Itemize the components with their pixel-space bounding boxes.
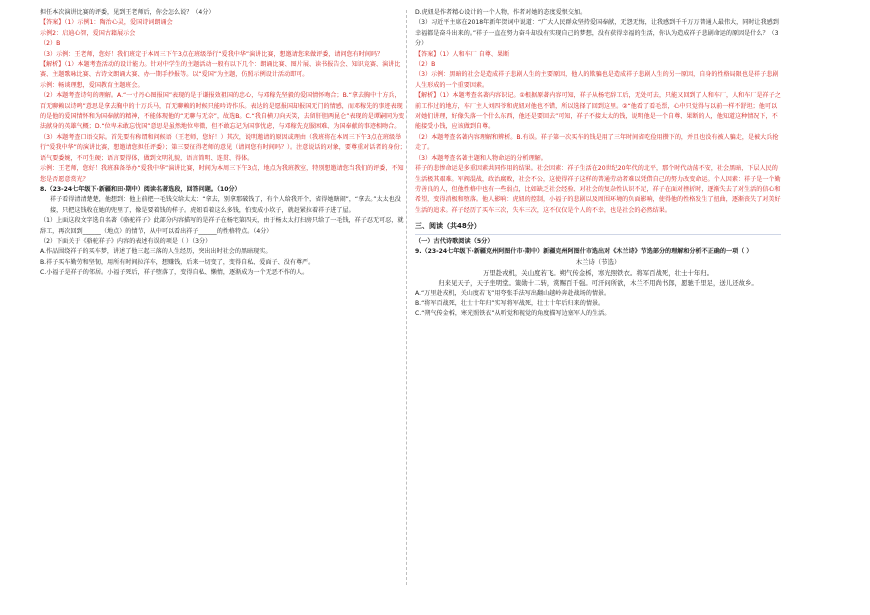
left-column-paragraph: 祥子看得清清楚楚，他想到：他上前把一毛钱交给太太：“拿去，别拿那破钱了，有个人给我开个，省得她瞎闹”，“拿去。”太太也没接，只把这钱收在她的兜里了，像是要着钱的样子。虎妞看着这么多钱，怕变成小坎子，就赶紧拉着祥子进了屋。 <box>50 196 401 214</box>
right-column-paragraph: C.“朔气传金柝，寒光照铁衣”从听觉和视觉的角度描写边塞军人的生活。 <box>415 310 611 318</box>
right-column-paragraph: D.虎妞是作者精心设计的一个人物，作者对她的态度爱恨交加。 <box>415 9 587 16</box>
right-column-paragraph: （2）本题考查名著内容理解和辨析。B.有误。祥子第一次买车的钱是用了三年时间省吃俭用攒下的，并且也没有被人骗走，是被大兵抢走了。 <box>415 133 779 152</box>
left-column-paragraph: C.小福子是祥子的邻居。小福子死后，祥子堕落了，变得自私、懒惰，逐渐成为一个无恶不作的人。 <box>40 269 309 277</box>
left-column-paragraph: 担任本次演讲比赛的评委，见到王老师后，你会怎么说？（4分） <box>40 9 215 16</box>
right-column-paragraph: 万里赴戎机，关山度若飞。朔气传金柝，寒光照铁衣。将军百战死，壮士十年归。 <box>482 268 714 277</box>
right-column-paragraph: A.“万里赴戎机，关山度若飞”用夸张手法写出翻山越岭奔赴战场的情景。 <box>415 289 611 297</box>
right-column-paragraph: （3）本题考查名著主题和人物命运的分析理解。 <box>415 154 547 162</box>
left-column-paragraph: （2）本题考查诗句的理解。A.“一寸丹心图报国”表现的是于谦报效祖国的忠心，与邓稼先坚毅的爱国情怀吻合；B.“拿去胸中十方兵，百无聊赖以诗鸣”意思是拿去胸中的十万兵马，百无聊赖的时候只能吟诗作乐。表达的是愿报国却报国无门的情感，而邓稼先的事迹表现的是他的爱国情怀和为国奉献的精神，不能体现他的“无聊与无奈”，故选B。C.“我自横刀向天笑，去留肝胆两昆仑”表现的是谭嗣同为变法献身的英雄气概；D.“位卑未敢忘忧国”意思是虽然地位卑微，但不敢忘记为国事忧虑，与邓稼先克服困难、为国奉献的事迹相吻合。 <box>40 92 405 131</box>
left-column <box>40 8 406 279</box>
right-column-paragraph: （一）古代诗歌阅读（5分） <box>415 237 494 245</box>
left-column-paragraph: 示例2：启迪心智，爱国古籍展示会 <box>40 29 136 37</box>
right-column-paragraph: （3）习近平主席在2018年新年贺词中说道：“广大人民群众坚持爱国奉献，无怨无悔，让我感到千千万万普通人最伟大，同时让我感到幸福都是奋斗出来的。”祥子一直在努力奋斗却没有实现自己的梦想，没有获得幸福的生活，你认为造成祥子悲剧命运的原因是什么？（3分） <box>415 19 779 48</box>
right-column-paragraph: （3）示例：黑暗的社会是造成祥子悲剧人生的主要原因，他人的欺骗也是造成祥子悲剧人生的另一原因，自身的性格局限也是祥子悲剧人生形成的一个重要因素。 <box>415 71 779 89</box>
right-column-paragraph: 三、阅读（共48分） <box>415 219 781 234</box>
right-column-paragraph: 祥子的悲惨命运是多重因素共同作用的结果。社会因素：祥子生活在20世纪20年代的北平，那个时代动荡不安，社会黑暗，下层人民的生活极其艰难。军阀混战，政治腐败，社会不公，这使得祥子这样的普通劳动者难以凭借自己的努力改变命运。个人因素：祥子是一个勤劳善良的人，但他性格中也有一些弱点，比如缺乏社会经验、对社会的复杂性认识不足，祥子在面对挫折时，逐渐失去了对生活的信心和希望，变得消极和堕落。他人影响：虎妞的控制，小福子的悲剧以及周围环境的负面影响，使得他的性格发生了扭曲，逐渐丧失了对美好生活的追求。祥子经历了买车三次，失车三次，这不仅仅是个人的不幸，也是社会的必然结果。 <box>415 165 781 214</box>
left-column-paragraph: （3）示例：王老师，您好！我们班定于本周三下午3点在班级举行“爱我中华”演讲比赛，想邀请您来做评委，请问您有时间吗？ <box>40 50 384 58</box>
left-column-paragraph: 8.（23-24七年级下·新疆和田·期中）阅读名著选段，回答问题。（10分） <box>40 185 241 193</box>
left-column-paragraph: 示例：王老师，您好！我班准备举办“爱我中华”演讲比赛，时间为本周三下午3点，地点为我班教室，特别想邀请您当我们的评委，不知您是否愿意赏光？ <box>40 165 404 183</box>
right-column-paragraph: 木兰诗（节选） <box>575 258 621 267</box>
left-column-paragraph: 【解析】（1）本题考查活动的设计能力。针对中学生的主题活动一般有以下几个：朗诵比赛、图片展、读书报告会、知识竞赛、演讲比赛、主题歌咏比赛、古诗文朗诵大赛、办一期手抄报等。以“爱国”为主题，仿照示例设计活动即可。 <box>40 61 401 79</box>
right-column-paragraph: （2）B <box>415 61 436 69</box>
right-column-paragraph: 9.（23-24七年级下·新疆克州阿图什市·期中）新疆克州阿图什市选出对《木兰诗》节选部分的理解和分析不正确的一项（ ） <box>415 247 753 255</box>
left-column-paragraph: （2）下面关于《骆驼祥子》内容的表述有误的项是（ ）（3分） <box>40 237 212 245</box>
left-column-paragraph: B.祥子买车勤劳和坚韧，用所有时间拉洋车，想赚钱，后来一切变了，变得自私、爱面子、没有尊严。 <box>40 258 315 266</box>
right-column-paragraph: 【解析】（1）本题考查名著内容识记。①根据原著内容可知，祥子从杨宅辞工后，无处可去，只能又回到了人和车厂，人和车厂是祥子之前工作过的地方，车厂主人刘四爷和虎妞对他也不错，所以选择了回到这里。②“他看了看毛票，心中只觉得与以前一样不舒坦；他可以对她们讲理，好像失落一个什么东西，他还是要回去”可知，祥子不接太太的钱，说明他是一个自尊、果断的人，他知道这种情况下，不能接受小钱，应该做到自尊。 <box>415 92 781 131</box>
left-column-paragraph: A.作品围绕祥子的买车梦，讲述了他三起三落的人生经历，突出出时社会的黑暗现实。 <box>40 248 272 256</box>
right-column-paragraph: 归来见天子，天子坐明堂。策勋十二转，赏赐百千强。可汗问所欲，木兰不用尚书郎，愿驰千里足，送儿还故乡。 <box>438 279 758 288</box>
left-column-paragraph: 【答案】（1）示例1：陶治心灵，爱国诗词朗诵会 <box>40 19 173 27</box>
right-column-paragraph: 【答案】（1）人和车厂 自尊、果断 <box>415 50 510 58</box>
right-column-paragraph: B.“将军百战死，壮士十年归”实写将军战死，壮士十年后归来的情景。 <box>415 299 605 307</box>
left-column-paragraph: （3）本题考查口语交际。首先要有称谓和问候语（王老师，您好！）其次，说明邀请的原因或理由（我班将在本周三下午3点在班级举行“爱我中华”的演讲比赛，想邀请您担任评委）；第三要征得老师的意见（请问您有时间吗？）。注意说话的对象，要尊重对话者的身份；语气要委婉，不可生硬；语言要得体，做到文明礼貌，语言简明、连贯、得体。 <box>40 133 406 162</box>
right-column <box>415 8 781 320</box>
left-column-paragraph: 示例：畅谈理想，爱国教育主题班会。 <box>40 81 144 89</box>
left-column-paragraph: （2）B <box>40 40 61 48</box>
left-column-paragraph: （1）上面这段文字选自名著《骆驼祥子》此部分内容描写的是祥子在杨宅第四天，由于杨太太打扫房只给了一毛钱，祥子忍无可忍，就辞工，再次回到______（地点）的情节，从中可以看出祥子______的性格特点。（4分） <box>40 217 404 235</box>
column-divider <box>406 10 407 585</box>
